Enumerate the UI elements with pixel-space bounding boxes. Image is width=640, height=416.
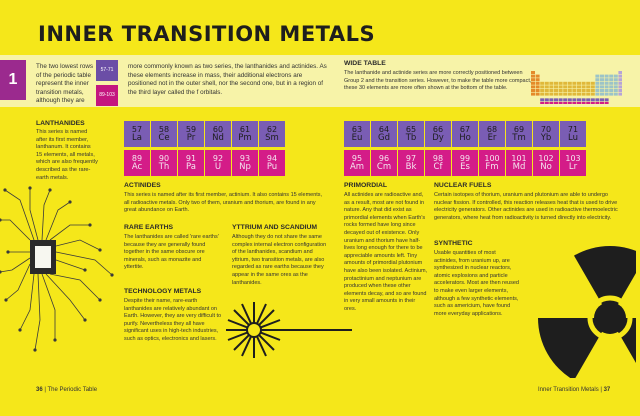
mini-table-cell xyxy=(586,85,590,88)
element-cell-u xyxy=(205,150,231,176)
mini-table-actinide xyxy=(605,102,609,104)
element-symbol: No xyxy=(540,162,552,172)
mini-table-cell xyxy=(605,89,609,92)
mini-table-cell xyxy=(536,78,540,81)
atomic-number: 91 xyxy=(185,154,197,163)
element-symbol: Er xyxy=(487,133,497,143)
mini-table-cell xyxy=(614,78,618,81)
element-symbol: Lr xyxy=(568,162,578,172)
mini-table-lanthanide xyxy=(586,98,590,101)
mini-table-lanthanide xyxy=(540,98,544,101)
atomic-number: 61 xyxy=(239,125,251,134)
mini-table-cell xyxy=(563,85,567,88)
atomic-number: 60 xyxy=(212,125,224,134)
mini-table-cell xyxy=(591,82,595,85)
atomic-number: 90 xyxy=(158,154,170,163)
mini-table-cell xyxy=(605,75,609,78)
mini-periodic-table xyxy=(530,70,622,104)
element-cell-cf xyxy=(425,150,451,176)
element-symbol: Tb xyxy=(405,133,417,143)
mini-table-cell xyxy=(595,78,599,81)
mini-table-cell xyxy=(609,75,613,78)
primordial-heading: PRIMORDIAL xyxy=(344,182,388,189)
footer-right xyxy=(538,387,610,393)
element-cell-th xyxy=(151,150,177,176)
atomic-number: 97 xyxy=(405,154,417,163)
mini-table-cell xyxy=(605,85,609,88)
microchip-icon xyxy=(0,180,118,370)
mini-table-cell xyxy=(605,78,609,81)
mini-table-lanthanide xyxy=(582,98,586,101)
mini-table-lanthanide xyxy=(554,98,558,101)
element-symbol: Yb xyxy=(540,133,552,143)
atomic-number: 102 xyxy=(538,154,554,163)
element-symbol: Ce xyxy=(158,133,170,143)
mini-table-cell xyxy=(582,93,586,96)
mini-table-cell xyxy=(609,78,613,81)
mini-table-cell xyxy=(614,85,618,88)
mini-table-lanthanide xyxy=(591,98,595,101)
element-cell-gd xyxy=(371,121,397,147)
element-symbol: La xyxy=(132,133,142,143)
element-cell-fm xyxy=(479,150,505,176)
element-symbol: Bk xyxy=(405,162,417,172)
mini-table-cell xyxy=(559,85,563,88)
element-symbol: Sm xyxy=(265,133,279,143)
element-cell-pu xyxy=(259,150,285,176)
element-cell-np xyxy=(232,150,258,176)
mini-table-cell xyxy=(536,93,540,96)
intro-text-col1: The two lowest rows of the periodic table represent the inner transition metals, although they are xyxy=(36,63,94,105)
mini-table-cell xyxy=(600,93,604,96)
mini-table-cell xyxy=(545,93,549,96)
mini-table-cell xyxy=(545,85,549,88)
technology-metals-heading: TECHNOLOGY METALS xyxy=(124,288,202,295)
mini-table-cell xyxy=(600,89,604,92)
mini-table-cell xyxy=(595,93,599,96)
mini-table-cell xyxy=(563,93,567,96)
mini-table-cell xyxy=(582,85,586,88)
atomic-number: 62 xyxy=(266,125,278,134)
mini-table-cell xyxy=(572,82,576,85)
radiation-symbol-icon xyxy=(530,218,636,378)
page-title: INNER TRANSITION METALS xyxy=(38,22,376,46)
rare-earths-heading: RARE EARTHS xyxy=(124,224,174,231)
mini-table-cell xyxy=(614,75,618,78)
nuclear-fuels-heading: NUCLEAR FUELS xyxy=(434,182,492,189)
mini-table-cell xyxy=(605,93,609,96)
mini-table-actinide xyxy=(545,102,549,104)
yttrium-scandium-text: Although they do not share the same complex internal electron configuration of the lanthanides, scandium and yttrium, two transition metals, are also regarded as rare earths because they appear in the same ores as the lanthanides. xyxy=(232,234,327,286)
mini-table-cell xyxy=(554,85,558,88)
mini-table-cell xyxy=(559,89,563,92)
mini-table-cell xyxy=(568,85,572,88)
mini-table-cell xyxy=(536,82,540,85)
element-symbol: U xyxy=(214,162,222,172)
nuclear-fuels-text: Certain isotopes of thorium, uranium and plutonium are able to undergo nuclear fission. If controlled, this reaction releases heat that is used to drive electricity generators. Other actinides are used in radioactive thermoelectric generators, where heat from radioactivity is turned directly into electricity. xyxy=(434,192,618,221)
mini-table-cell xyxy=(568,93,572,96)
element-symbol: Pa xyxy=(186,162,196,172)
mini-table-cell xyxy=(600,85,604,88)
mini-table-cell xyxy=(549,89,553,92)
mini-table-cell xyxy=(582,82,586,85)
element-cell-bk xyxy=(398,150,424,176)
mini-table-cell xyxy=(618,82,622,85)
atomic-number: 70 xyxy=(540,125,552,134)
mini-table-actinide xyxy=(540,102,544,104)
element-symbol: Lu xyxy=(568,133,578,143)
mini-table-actinide xyxy=(549,102,553,104)
mini-table-cell xyxy=(609,89,613,92)
mini-table-actinide xyxy=(572,102,576,104)
mini-table-cell xyxy=(600,82,604,85)
lanthanides-text: This series is named after its first member, lanthanum. It contains 15 elements, all metals, which are also frequently described as the rare-earth metals. xyxy=(36,129,98,181)
mini-table-cell xyxy=(568,89,572,92)
mini-table-lanthanide xyxy=(572,98,576,101)
atomic-number: 98 xyxy=(432,154,444,163)
atomic-number: 96 xyxy=(378,154,390,163)
atomic-number: 57 xyxy=(131,125,143,134)
element-cell-lr xyxy=(560,150,586,176)
mini-table-cell xyxy=(563,82,567,85)
element-symbol: Dy xyxy=(432,133,444,143)
mini-table-cell xyxy=(577,93,581,96)
mini-table-cell xyxy=(545,89,549,92)
mini-table-cell xyxy=(531,85,535,88)
primordial-text: All actinides are radioactive and, as a result, most are not found in nature. Any that did exist as primordial elements when Earth's rocks formed have long since decayed out of existence. Only uranium and thorium have half-lives long enough for there to be appreciable amounts left. Tiny amounts of primordial plutonium have also been isolated. Actinium, protactinium and neptunium are produced when these other elements decay, and so are found in very small amounts in their ores. xyxy=(344,192,428,312)
mini-table-lanthanide xyxy=(545,98,549,101)
mini-table-cell xyxy=(577,82,581,85)
atomic-number: 63 xyxy=(351,125,363,134)
element-cell-eu xyxy=(344,121,370,147)
atomic-number: 92 xyxy=(212,154,224,163)
element-symbol: Tm xyxy=(512,133,526,143)
atomic-number: 66 xyxy=(432,125,444,134)
mini-table-cell xyxy=(549,82,553,85)
mini-table-cell xyxy=(577,89,581,92)
mini-table-actinide xyxy=(559,102,563,104)
element-cell-ac xyxy=(124,150,150,176)
element-symbol: Fm xyxy=(485,162,499,172)
mini-table-actinide xyxy=(577,102,581,104)
wide-table-heading: WIDE TABLE xyxy=(344,60,386,67)
mini-table-cell xyxy=(559,82,563,85)
rare-earths-text: The lanthanides are called 'rare earths' because they are generally found together in the same obscure ore minerals, such as monazite and yttertite. xyxy=(124,234,219,271)
mini-table-lanthanide xyxy=(563,98,567,101)
mini-table-actinide xyxy=(591,102,595,104)
mini-table-cell xyxy=(591,85,595,88)
mini-table-actinide xyxy=(600,102,604,104)
atomic-number: 68 xyxy=(486,125,498,134)
mini-table-cell xyxy=(540,82,544,85)
element-cell-dy xyxy=(425,121,451,147)
mini-table-lanthanide xyxy=(559,98,563,101)
mini-table-cell xyxy=(531,93,535,96)
mini-table-cell xyxy=(531,71,535,74)
element-cell-ho xyxy=(452,121,478,147)
mini-table-actinide xyxy=(554,102,558,104)
element-cell-md xyxy=(506,150,532,176)
atomic-number: 58 xyxy=(158,125,170,134)
mini-table-cell xyxy=(586,93,590,96)
atomic-number: 100 xyxy=(484,154,500,163)
element-cell-nd xyxy=(205,121,231,147)
wide-table-text: The lanthanide and actinide series are more correctly positioned between Group 2 and the transition series. However, to make the table more compact, these 30 elements are more often shown at the bottom of the table. xyxy=(344,70,532,92)
yttrium-scandium-heading: YTTRIUM AND SCANDIUM xyxy=(232,224,318,231)
mini-table-cell xyxy=(609,85,613,88)
mini-table-cell xyxy=(540,93,544,96)
element-symbol: Np xyxy=(239,162,251,172)
atomic-number: 65 xyxy=(405,125,417,134)
mini-table-cell xyxy=(595,85,599,88)
mini-table-lanthanide xyxy=(549,98,553,101)
mini-table-cell xyxy=(536,85,540,88)
intro-text-col2: more commonly known as two series, the lanthanides and actinides. As these elements increase in mass, their additional electrons are positioned not in the outer shell, nor the second one, but in a region of the third layer called the f orbitals. xyxy=(128,63,327,96)
element-cell-er xyxy=(479,121,505,147)
element-symbol: Eu xyxy=(351,133,363,143)
element-cell-cm xyxy=(371,150,397,176)
mini-table-cell xyxy=(614,89,618,92)
mini-table-cell xyxy=(549,93,553,96)
atomic-number: 71 xyxy=(567,125,579,134)
element-symbol: Th xyxy=(158,162,170,172)
mini-table-cell xyxy=(536,89,540,92)
section-number-badge: 1 xyxy=(0,60,26,100)
element-cell-sm xyxy=(259,121,285,147)
element-symbol: Md xyxy=(512,162,526,172)
actinides-heading: ACTINIDES xyxy=(124,182,161,189)
mini-table-cell xyxy=(572,93,576,96)
element-symbol: Cm xyxy=(376,162,392,172)
mini-table-cell xyxy=(600,78,604,81)
mini-table-cell xyxy=(609,82,613,85)
mini-table-cell xyxy=(531,82,535,85)
element-symbol: Am xyxy=(349,162,365,172)
mini-table-cell xyxy=(549,85,553,88)
element-cell-pr xyxy=(178,121,204,147)
element-symbol: Pm xyxy=(238,133,252,143)
mini-table-actinide xyxy=(563,102,567,104)
element-cell-tm xyxy=(506,121,532,147)
actinide-swatch: 89-103 xyxy=(96,85,118,106)
atomic-number: 99 xyxy=(459,154,471,163)
page-number-right: 37 xyxy=(603,387,611,393)
mini-table-cell xyxy=(591,93,595,96)
atomic-number: 94 xyxy=(266,154,278,163)
footer-left-text: | The Periodic Table xyxy=(44,387,98,393)
footer-right-text: Inner Transition Metals | xyxy=(538,387,602,393)
element-cell-no xyxy=(533,150,559,176)
mini-table-cell xyxy=(540,89,544,92)
mini-table-cell xyxy=(618,89,622,92)
atomic-number: 101 xyxy=(511,154,527,163)
mini-table-cell xyxy=(536,75,540,78)
element-cell-la xyxy=(124,121,150,147)
mini-table-lanthanide xyxy=(568,98,572,101)
element-symbol: Es xyxy=(460,162,470,172)
element-cell-lu xyxy=(560,121,586,147)
mini-table-cell xyxy=(586,82,590,85)
mini-table-cell xyxy=(595,89,599,92)
mini-table-cell xyxy=(614,82,618,85)
lanthanide-swatch: 57-71 xyxy=(96,60,118,81)
element-symbol: Ho xyxy=(459,133,471,143)
mini-table-lanthanide xyxy=(605,98,609,101)
mini-table-cell xyxy=(605,82,609,85)
synthetic-heading: SYNTHETIC xyxy=(434,240,473,247)
mini-table-cell xyxy=(545,82,549,85)
element-cell-tb xyxy=(398,121,424,147)
mini-table-actinide xyxy=(568,102,572,104)
mini-table-cell xyxy=(618,75,622,78)
atomic-number: 103 xyxy=(565,154,581,163)
mini-table-lanthanide xyxy=(577,98,581,101)
laser-burst-icon xyxy=(222,290,352,370)
mini-table-cell xyxy=(568,82,572,85)
atomic-number: 69 xyxy=(513,125,525,134)
atomic-number: 67 xyxy=(459,125,471,134)
footer-left xyxy=(36,387,97,393)
mini-table-cell xyxy=(563,89,567,92)
element-cell-pm xyxy=(232,121,258,147)
mini-table-cell xyxy=(540,85,544,88)
atomic-number: 93 xyxy=(239,154,251,163)
atomic-number: 89 xyxy=(131,154,143,163)
page-number-left: 36 xyxy=(36,387,43,393)
mini-table-cell xyxy=(577,85,581,88)
element-symbol: Nd xyxy=(212,133,224,143)
element-cell-am xyxy=(344,150,370,176)
mini-table-cell xyxy=(609,93,613,96)
mini-table-cell xyxy=(614,93,618,96)
synthetic-text: Usable quantities of most actinides, from uranium up, are synthesized in nuclear reactors, atomic explosions and particle accelerators. Most are then reused to make even larger elements, although a few synthetic elements, such as americium, have found more everyday applications. xyxy=(434,250,519,317)
mini-table-cell xyxy=(554,93,558,96)
atomic-number: 59 xyxy=(185,125,197,134)
mini-table-cell xyxy=(559,93,563,96)
mini-table-cell xyxy=(618,85,622,88)
lanthanides-heading: LANTHANIDES xyxy=(36,120,85,127)
mini-table-cell xyxy=(572,85,576,88)
element-symbol: Gd xyxy=(378,133,390,143)
mini-table-actinide xyxy=(586,102,590,104)
atomic-number: 64 xyxy=(378,125,390,134)
mini-table-lanthanide xyxy=(600,98,604,101)
element-cell-es xyxy=(452,150,478,176)
mini-table-lanthanide xyxy=(595,98,599,101)
mini-table-cell xyxy=(531,75,535,78)
element-cell-pa xyxy=(178,150,204,176)
element-cell-yb xyxy=(533,121,559,147)
atomic-number: 95 xyxy=(351,154,363,163)
mini-table-cell xyxy=(531,89,535,92)
element-symbol: Ac xyxy=(131,162,143,172)
mini-table-actinide xyxy=(582,102,586,104)
mini-table-actinide xyxy=(595,102,599,104)
mini-table-cell xyxy=(582,89,586,92)
mini-table-cell xyxy=(531,78,535,81)
mini-table-cell xyxy=(618,71,622,74)
mini-table-cell xyxy=(554,82,558,85)
technology-metals-text: Despite their name, rare-earth lanthanides are relatively abundant on Earth. However, they are very difficult to purify. Nevertheless they all have significant uses in high-tech industries, such as optics, electronics and lasers. xyxy=(124,298,222,342)
mini-table-cell xyxy=(591,89,595,92)
mini-table-cell xyxy=(600,75,604,78)
element-symbol: Pr xyxy=(186,133,196,143)
mini-table-cell xyxy=(618,78,622,81)
element-symbol: Cf xyxy=(433,162,443,172)
mini-table-cell xyxy=(554,89,558,92)
mini-table-cell xyxy=(572,89,576,92)
mini-table-cell xyxy=(618,93,622,96)
element-symbol: Pu xyxy=(266,162,278,172)
actinides-text: This series is named after its first member, actinium. It also contains 15 elements, all radioactive metals. Only two of them, uranium and thorium, are found in any great abundance on Earth. xyxy=(124,192,323,214)
mini-table-cell xyxy=(586,89,590,92)
mini-table-cell xyxy=(595,75,599,78)
mini-table-cell xyxy=(595,82,599,85)
element-cell-ce xyxy=(151,121,177,147)
